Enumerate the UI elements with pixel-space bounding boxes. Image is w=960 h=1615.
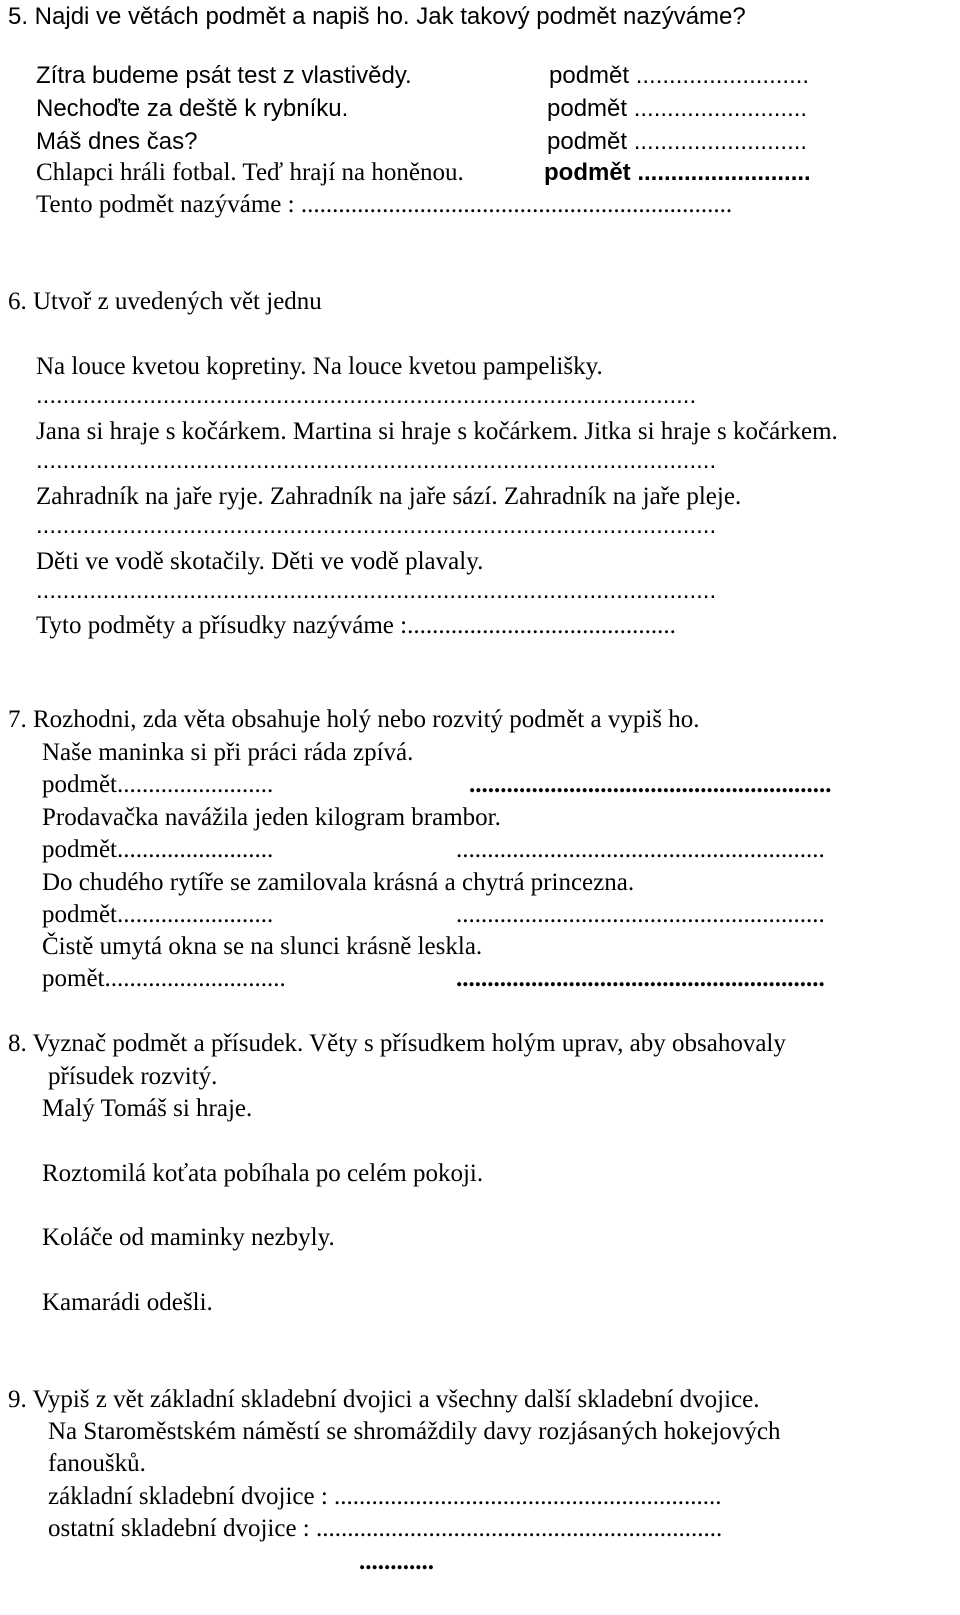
ex9-basic-pair: základní skladební dvojice : .............................................................. [48,1483,722,1510]
ex8-sentence-3: Koláče od maminky nezbyly. [42,1224,335,1251]
exercise-5-heading: 5. Najdi ve větách podmět a napiš ho. Jak takový podmět nazýváme? [8,3,746,30]
ex8-sentence-1: Malý Tomáš si hraje. [42,1095,253,1122]
ex7-subject-4: pomět............................. [42,965,286,992]
ex7-subject-3: podmět......................... [42,901,274,928]
exercise-8-heading: 8. Vyznač podmět a přísudek. Věty s přísudkem holým uprav, aby obsahovaly [8,1030,786,1057]
ex8-sentence-2: Roztomilá koťata pobíhala po celém pokoji. [42,1160,484,1187]
ex7-sentence-3: Do chudého rytíře se zamilovala krásná a chytrá princezna. [42,869,635,896]
ex6-dots-3: ...................................................................................................... [36,512,717,539]
ex5-sentence-4: Chlapci hráli fotbal. Teď hrají na honěnou. [36,159,464,186]
ex6-sentence-3: Zahradník na jaře ryje. Zahradník na jaře sází. Zahradník na jaře pleje. [36,483,742,510]
ex9-other-pairs: ostatní skladební dvojice : ................................................................. [48,1515,723,1542]
ex7-sentence-2: Prodavačka navážila jeden kilogram brambor. [42,804,501,831]
exercise-7-heading: 7. Rozhodni, zda věta obsahuje holý nebo rozvitý podmět a vypiš ho. [8,706,700,733]
ex8-sentence-4: Kamarádi odešli. [42,1289,213,1316]
ex7-sentence-4: Čistě umytá okna se na slunci krásně leskla. [42,933,483,960]
exercise-8-heading-cont: přísudek rozvitý. [48,1063,218,1090]
ex6-sentence-1: Na louce kvetou kopretiny. Na louce kvetou pampelišky. [36,353,603,380]
ex6-sentence-4: Děti ve vodě skotačily. Děti ve vodě plavaly. [36,548,484,575]
ex5-sentence-1: Zítra budeme psát test z vlastivědy. [36,62,412,89]
ex6-sentence-2: Jana si hraje s kočárkem. Martina si hraje s kočárkem. Jitka si hraje s kočárkem. [36,418,838,445]
ex5-answer-4: podmět .......................... [544,159,811,186]
ex5-answer-1: podmět .......................... [549,62,810,89]
ex7-dots-2: ........................................................... [456,836,825,863]
ex5-answer-2: podmět .......................... [547,95,808,122]
ex5-answer-3: podmět .......................... [547,128,808,155]
exercise-6-heading: 6. Utvoř z uvedených vět jednu [8,288,322,315]
ex5-sentence-2: Nechoďte za deště k rybníku. [36,95,349,122]
ex9-sentence-1-cont: fanoušků. [48,1450,146,1477]
ex5-question: Tento podmět nazýváme : ..................................................................... [36,191,733,218]
ex6-dots-2: ...................................................................................................... [36,447,717,474]
ex6-question: Tyto podměty a přísudky nazýváme :........................................... [36,612,676,639]
ex7-sentence-1: Naše maninka si při práci ráda zpívá. [42,739,414,766]
exercise-9-heading: 9. Vypiš z vět základní skladební dvojici a všechny další skladební dvojice. [8,1386,760,1413]
ex6-dots-1: ................................................................................................... [36,382,697,409]
ex7-dots-1: .......................................................... [469,771,832,798]
ex6-dots-4: ...................................................................................................... [36,577,717,604]
ex5-sentence-3: Máš dnes čas? [36,128,198,155]
ex7-dots-3: ........................................................... [456,901,825,928]
ex7-subject-1: podmět......................... [42,771,274,798]
ex9-dots: ............ [359,1548,434,1575]
ex7-dots-4: ........................................................... [456,965,825,992]
ex7-subject-2: podmět......................... [42,836,274,863]
ex9-sentence-1: Na Staroměstském náměstí se shromáždily davy rozjásaných hokejových [48,1418,781,1445]
